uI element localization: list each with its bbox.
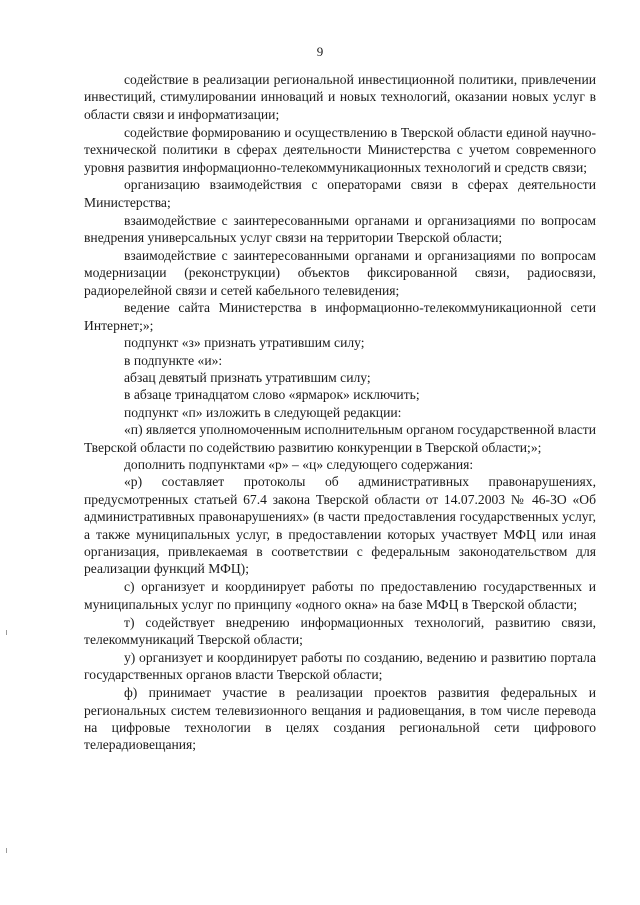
paragraph-add-subpoints: дополнить подпунктами «р» – «ц» следующего содержания: [124, 456, 474, 472]
paragraph-operators-interaction: организацию взаимодействия с операторами связи в сферах деятельности Министерства; [84, 177, 596, 210]
paragraph-subpoint-i: в подпункте «и»: [124, 352, 223, 368]
paragraph-ninth-abzac: абзац девятый признать утратившим силу; [124, 369, 371, 385]
paragraph-website: ведение сайта Министерства в информационно-телекоммуникационной сети Интернет;»; [84, 300, 596, 333]
document-body [84, 71, 596, 754]
scan-edge-mark [6, 848, 7, 853]
paragraph-t-it: т) содействует внедрению информационных технологий, развитию связи, телекоммуникаций Тверской области; [84, 614, 596, 647]
paragraph-modernization: взаимодействие с заинтересованными органами и организациями по вопросам модернизации (реконструкции) объектов фиксированной связи, радиосвязи, радиорелейной связи и сетей кабельного телевидения; [84, 248, 596, 298]
paragraph-f-broadcasting: ф) принимает участие в реализации проектов развития федеральных и региональных систем телевизионного вещания и радиовещания, в том числе перевода на цифровые технологии в целях создания региональной сети цифрового телерадиовещания; [84, 685, 596, 753]
paragraph-universal-services: взаимодействие с заинтересованными органами и организациями по вопросам внедрения универсальных услуг связи на территории Тверской области; [84, 212, 596, 246]
paragraph-u-portal: у) организует и координирует работы по созданию, ведению и развитию портала государственных органов власти Тверской области; [84, 649, 596, 683]
page-number: 9 [316, 44, 324, 59]
paragraph-subpoint-p: подпункт «п» изложить в следующей редакции: [124, 404, 402, 420]
paragraph-scientific-policy: содействие формированию и осуществлению в Тверской области единой научно-технической политики в сферах деятельности Министерства с учетом современного уровня развития информационно-телекоммуникационных технологий и средств связи; [84, 124, 596, 175]
paragraph-p-text: «п) является уполномоченным исполнительным органом государственной власти Тверской области по содействию развитию конкуренции в Тверской области;»; [84, 422, 596, 455]
paragraph-investment-policy: содействие в реализации региональной инвестиционной политики, привлечении инвестиций, стимулировании инноваций и новых технологий, оказании новых услуг в области связи и информатизации; [84, 72, 596, 122]
scan-edge-mark [6, 630, 7, 635]
paragraph-r-protocols: «р) составляет протоколы об административных правонарушениях, предусмотренных статьей 67.4 закона Тверской области от 14.07.2003 № 46-ЗО «Об административных правонарушениях» (в части предоставления государственных услуг, а также муниципальных услуг, в предоставлении которых участвует МФЦ или иная организация, привлекаемая в соответствии с федеральным законодательством для реализации функций МФЦ); [84, 474, 596, 577]
paragraph-s-one-window: с) организует и координирует работы по предоставлению государственных и муниципальных услуг по принципу «одного окна» на базе МФЦ в Тверской области; [84, 579, 596, 612]
paragraph-thirteenth-abzac: в абзаце тринадцатом слово «ярмарок» исключить; [124, 387, 420, 403]
paragraph-subpoint-z: подпункт «з» признать утратившим силу; [124, 335, 365, 351]
